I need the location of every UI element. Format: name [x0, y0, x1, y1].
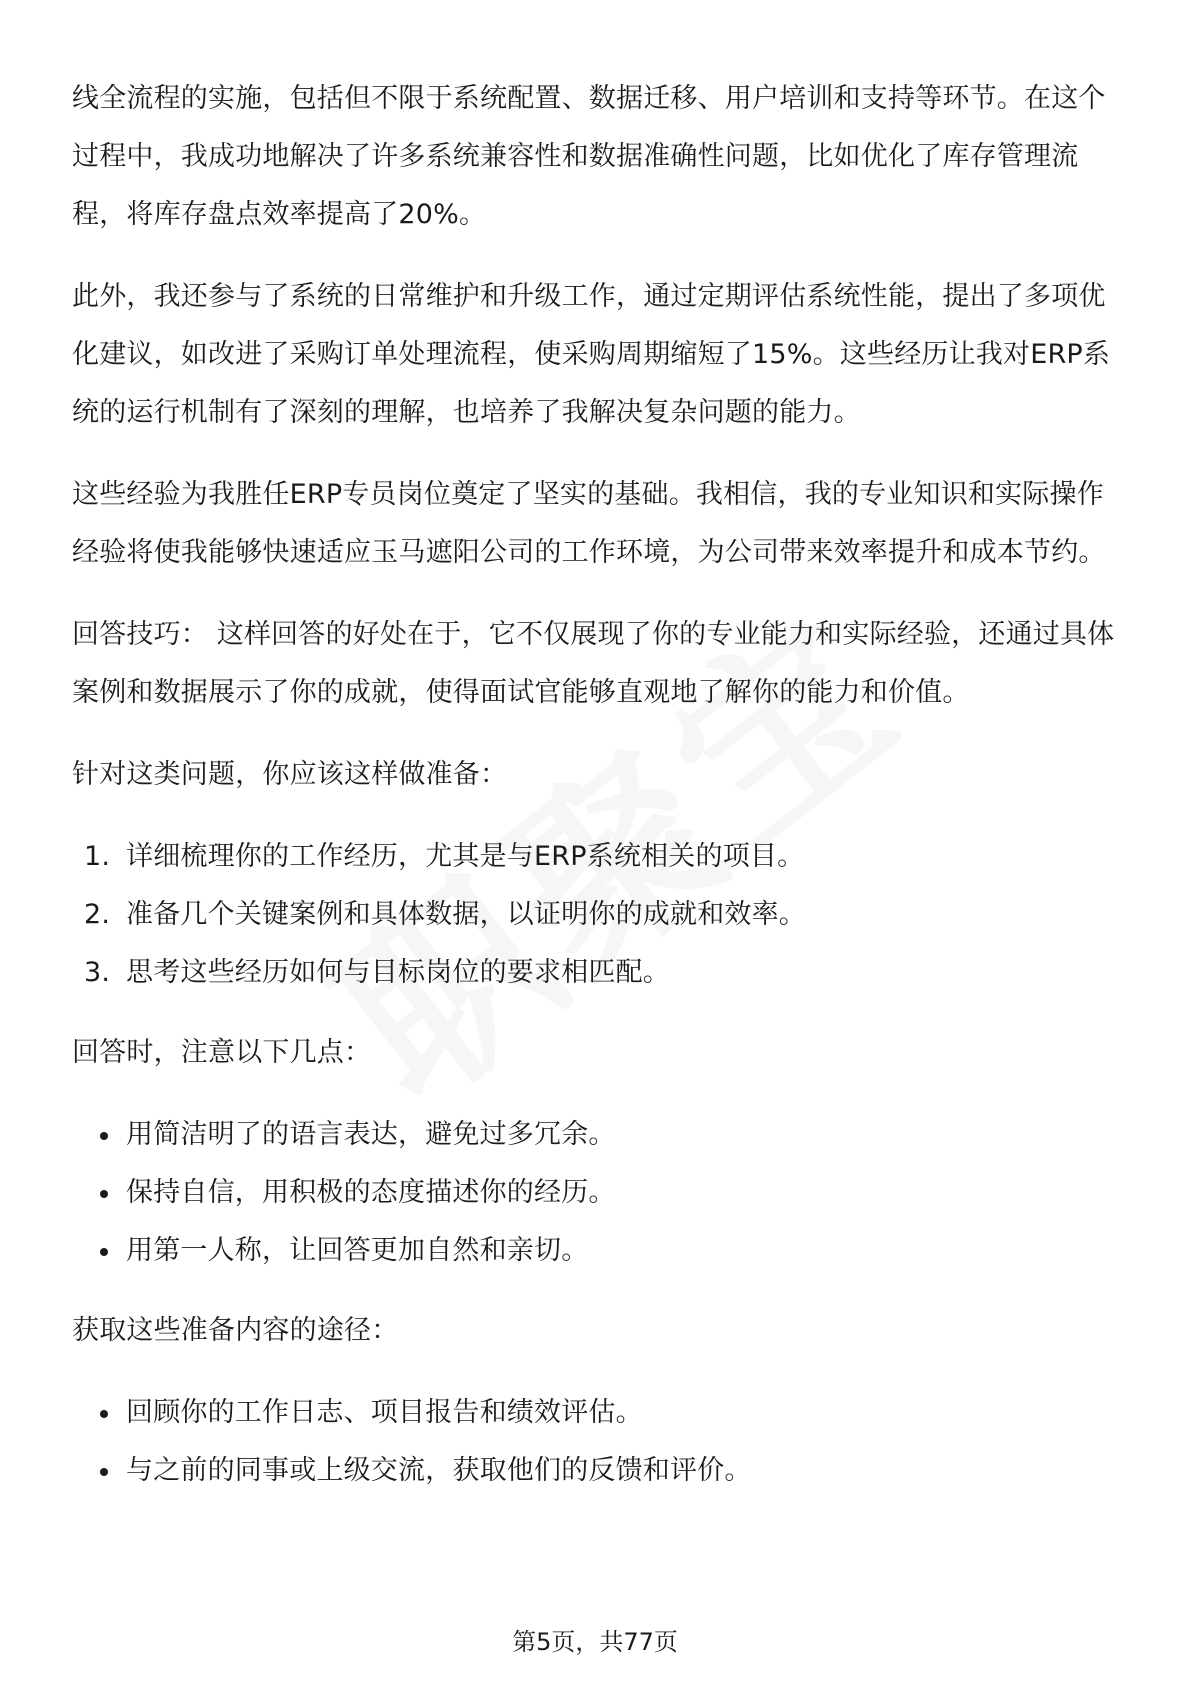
list-item	[72, 1384, 1122, 1442]
bullet-icon	[100, 1468, 108, 1476]
list-item-text: 详细梳理你的工作经历，尤其是与ERP系统相关的项目。	[126, 841, 805, 872]
sources-intro: 获取这些准备内容的途径：	[72, 1315, 399, 1346]
bullet-icon	[100, 1132, 108, 1140]
list-item	[72, 944, 1122, 1002]
paragraph-3: 这些经验为我胜任ERP专员岗位奠定了坚实的基础。我相信，我的专业知识和实际操作经验将使我能够快速适应玉马遮阳公司的工作环境，为公司带来效率提升和成本节约。	[72, 479, 1106, 568]
list-item	[72, 1106, 1122, 1164]
list-item-number: 3.	[84, 957, 111, 988]
list-item-text: 用简洁明了的语言表达，避免过多冗余。	[126, 1119, 616, 1150]
list-item-number: 2.	[84, 899, 111, 930]
paragraph-2: 此外，我还参与了系统的日常维护和升级工作，通过定期评估系统性能，提出了多项优化建议，如改进了采购订单处理流程，使采购周期缩短了15%。这些经历让我对ERP系统的运行机制有了深刻的理解，也培养了我解决复杂问题的能力。	[72, 281, 1111, 428]
list-item	[72, 1222, 1122, 1280]
list-item-text: 回顾你的工作日志、项目报告和绩效评估。	[126, 1397, 643, 1428]
list-item	[72, 1164, 1122, 1222]
paragraph-1: 线全流程的实施，包括但不限于系统配置、数据迁移、用户培训和支持等环节。在这个过程中，我成功地解决了许多系统兼容性和数据准确性问题，比如优化了库存管理流程，将库存盘点效率提高了20%。	[72, 83, 1106, 230]
list-item-text: 用第一人称，让回答更加自然和亲切。	[126, 1235, 589, 1266]
preparation-steps-list	[72, 828, 1122, 1002]
preparation-intro: 针对这类问题，你应该这样做准备：	[72, 759, 508, 790]
answer-tips-paragraph: 回答技巧： 这样回答的好处在于，它不仅展现了你的专业能力和实际经验，还通过具体案例和数据展示了你的成就，使得面试官能够直观地了解你的能力和价值。	[72, 619, 1115, 708]
list-item	[72, 886, 1122, 944]
list-item-text: 思考这些经历如何与目标岗位的要求相匹配。	[126, 957, 670, 988]
list-item	[72, 828, 1122, 886]
document-body	[72, 70, 1122, 1522]
list-item-text: 保持自信，用积极的态度描述你的经历。	[126, 1177, 616, 1208]
sources-list	[72, 1384, 1122, 1500]
bullet-icon	[100, 1410, 108, 1418]
page-number: 第5页，共77页	[512, 1628, 678, 1656]
bullet-icon	[100, 1190, 108, 1198]
bullet-icon	[100, 1248, 108, 1256]
answer-notes-intro: 回答时，注意以下几点：	[72, 1037, 372, 1068]
list-item-number: 1.	[84, 841, 111, 872]
list-item	[72, 1442, 1122, 1500]
list-item-text: 准备几个关键案例和具体数据，以证明你的成就和效率。	[126, 899, 806, 930]
list-item-text: 与之前的同事或上级交流，获取他们的反馈和评价。	[126, 1455, 752, 1486]
answer-notes-list	[72, 1106, 1122, 1280]
